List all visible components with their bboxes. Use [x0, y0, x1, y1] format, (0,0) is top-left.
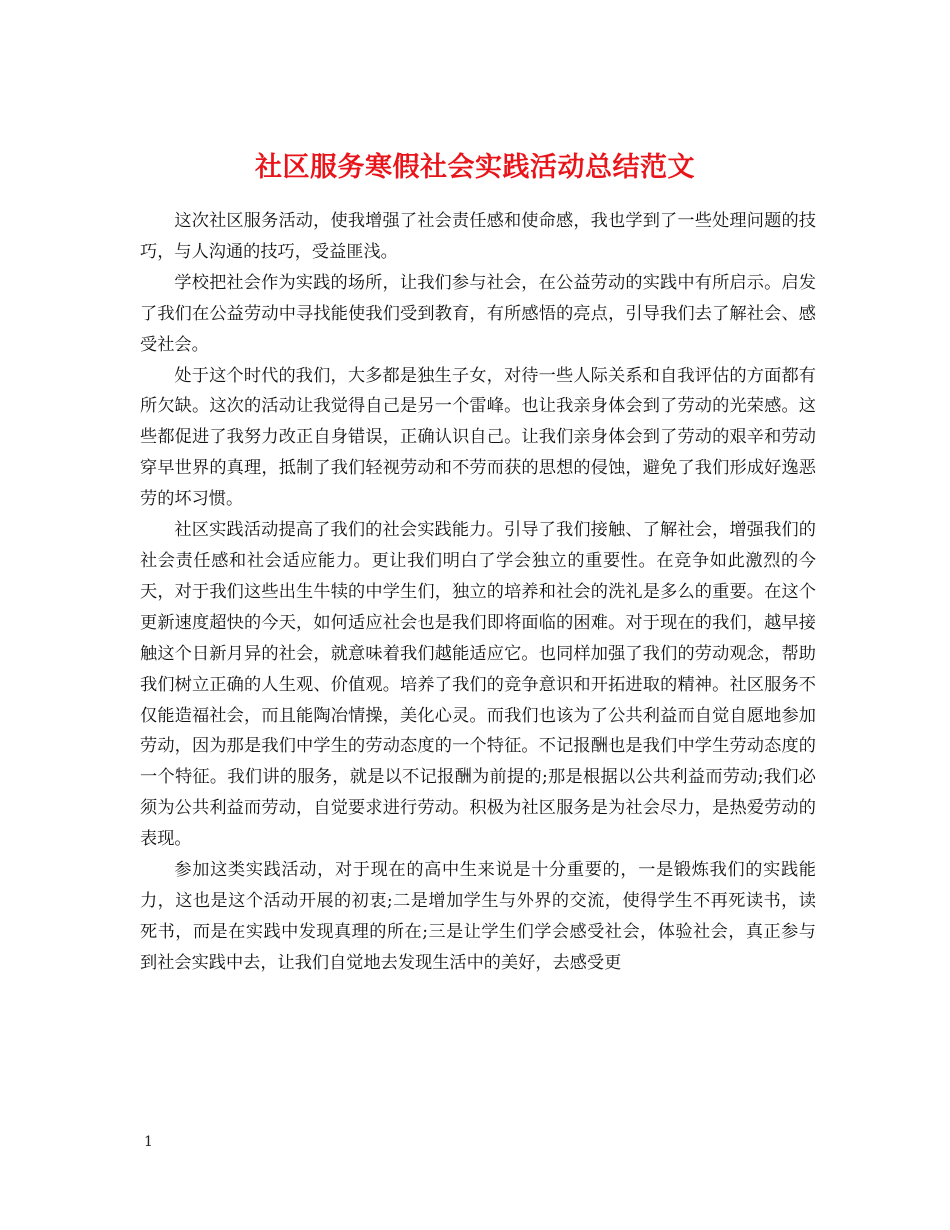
paragraph: 这次社区服务活动，使我增强了社会责任感和使命感，我也学到了一些处理问题的技巧，与人沟通的技巧，受益匪浅。: [140, 211, 816, 262]
document-body: [140, 206, 816, 979]
page-number: 1: [144, 1134, 153, 1150]
paragraph: 学校把社会作为实践的场所，让我们参与社会，在公益劳动的实践中有所启示。启发了我们在公益劳动中寻找能使我们受到教育，有所感悟的亮点，引导我们去了解社会、感受社会。: [140, 272, 816, 355]
paragraph: 处于这个时代的我们，大多都是独生子女，对待一些人际关系和自我评估的方面都有所欠缺。这次的活动让我觉得自己是另一个雷峰。也让我亲身体会到了劳动的光荣感。这些都促进了我努力改正自身错误，正确认识自己。让我们亲身体会到了劳动的艰辛和劳动穿早世界的真理，抵制了我们轻视劳动和不劳而获的思想的侵蚀，避免了我们形成好逸恶劳的坏习惯。: [140, 365, 816, 510]
paragraph: 社区实践活动提高了我们的社会实践能力。引导了我们接触、了解社会，增强我们的社会责任感和社会适应能力。更让我们明白了学会独立的重要性。在竞争如此激烈的今天，对于我们这些出生牛犊的中学生们，独立的培养和社会的洗礼是多么的重要。在这个更新速度超快的今天，如何适应社会也是我们即将面临的困难。对于现在的我们，越早接触这个日新月异的社会，就意味着我们越能适应它。也同样加强了我们的劳动观念，帮助我们树立正确的人生观、价值观。培养了我们的竞争意识和开拓进取的精神。社区服务不仅能造福社会，而且能陶冶情操，美化心灵。而我们也该为了公共利益而自觉自愿地参加劳动，因为那是我们中学生的劳动态度的一个特征。不记报酬也是我们中学生劳动态度的一个特征。我们讲的服务，就是以不记报酬为前提的;那是根据以公共利益而劳动;我们必须为公共利益而劳动，自觉要求进行劳动。积极为社区服务是为社会尽力，是热爱劳动的表现。: [140, 520, 816, 850]
paragraph: 参加这类实践活动，对于现在的高中生来说是十分重要的，一是锻炼我们的实践能力，这也是这个活动开展的初衷;二是增加学生与外界的交流，使得学生不再死读书，读死书，而是在实践中发现真理的所在;三是让学生们学会感受社会，体验社会，真正参与到社会实践中去，让我们自觉地去发现生活中的美好，去感受更: [140, 860, 816, 973]
page-title: 社区服务寒假社会实践活动总结范文: [255, 152, 695, 184]
